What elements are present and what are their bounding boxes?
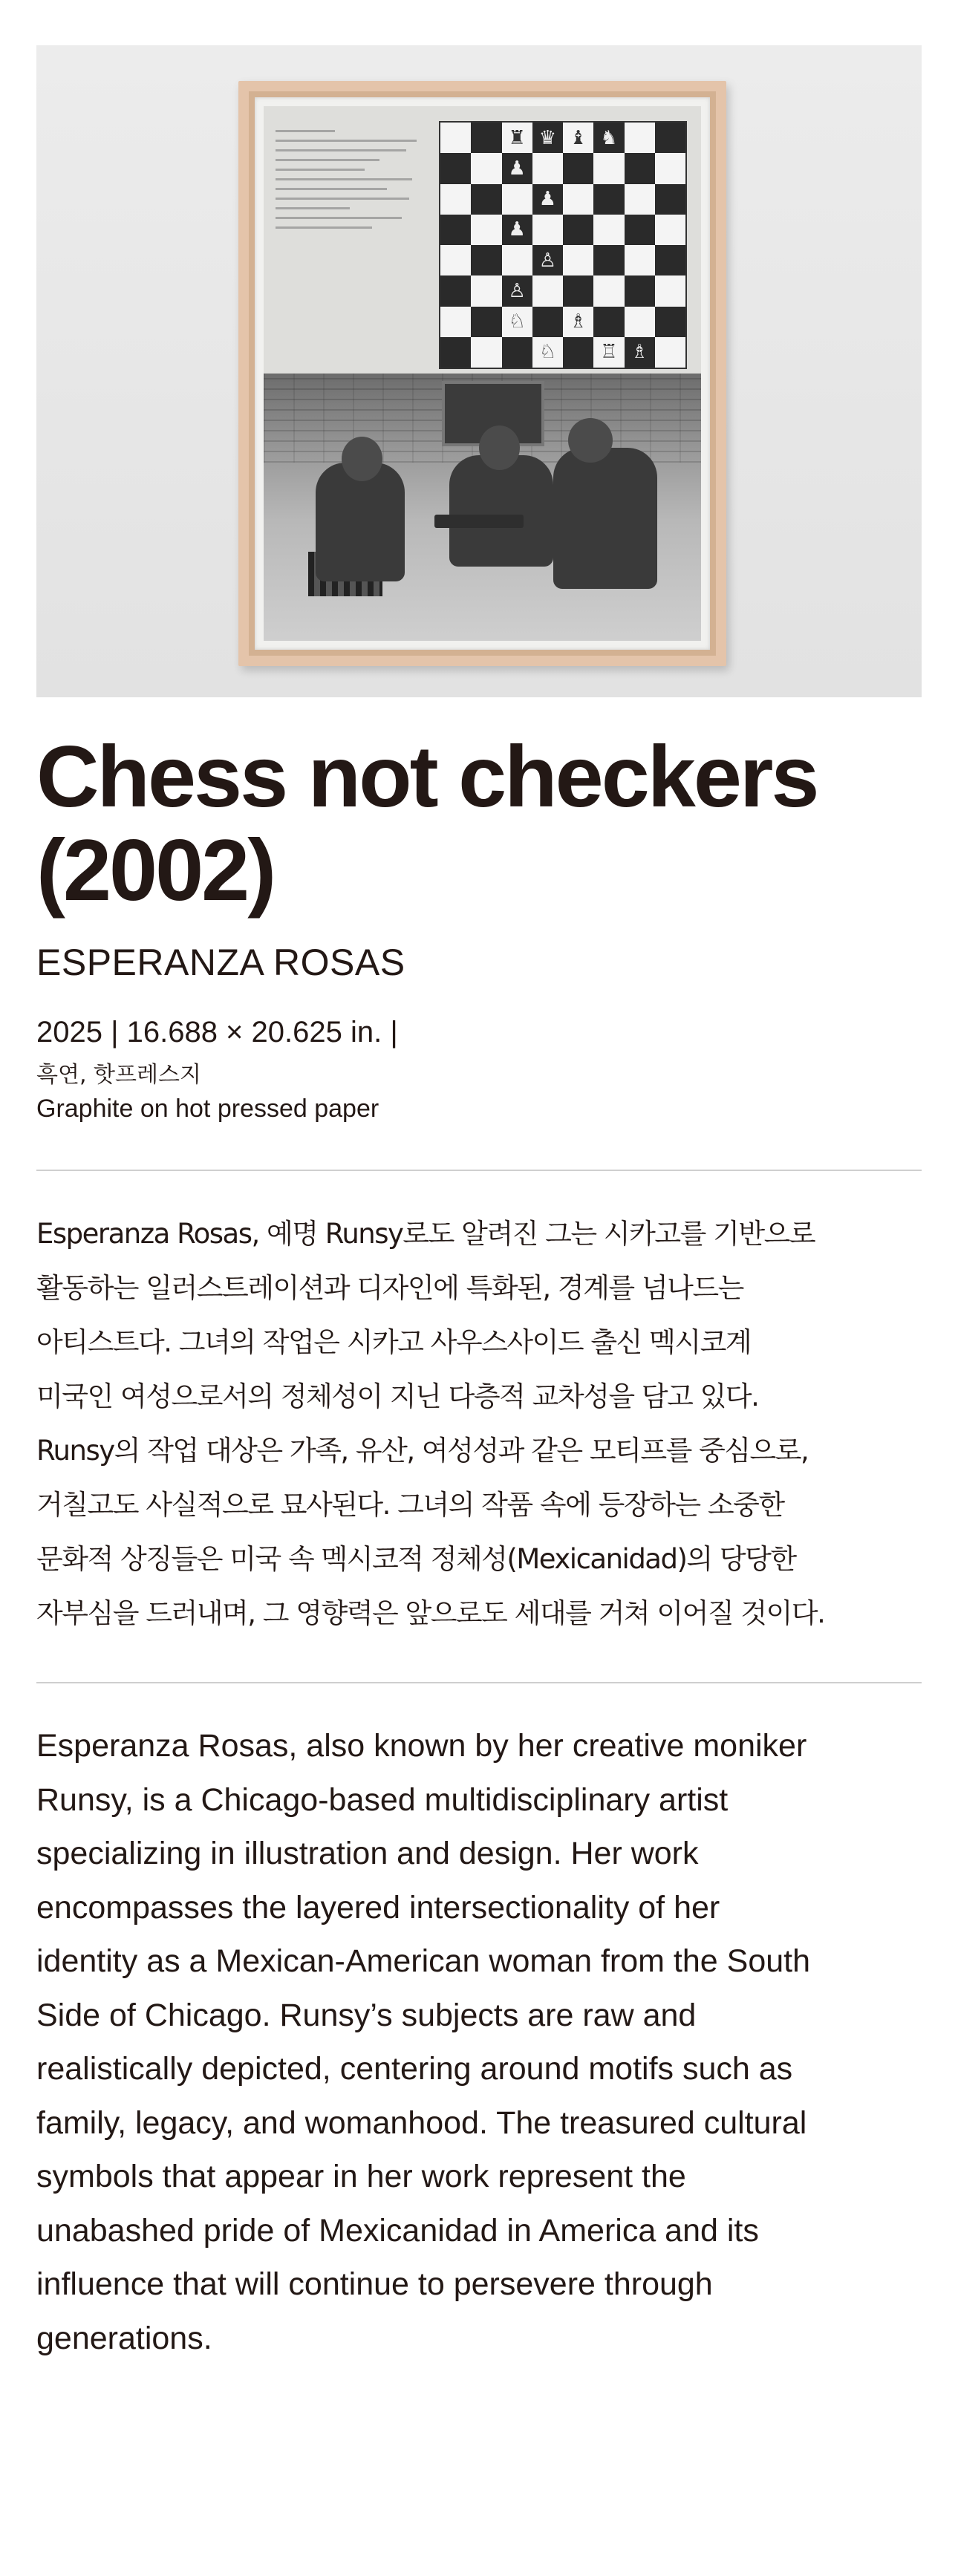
poem-text-block bbox=[276, 130, 424, 236]
chessboard-square bbox=[593, 153, 624, 183]
chessboard-square bbox=[593, 215, 624, 245]
artwork-specs: 2025 | 16.688 × 20.625 in. | bbox=[36, 1016, 398, 1049]
chessboard-square bbox=[440, 275, 471, 306]
chessboard-square bbox=[593, 184, 624, 215]
chessboard-square: ♙ bbox=[532, 245, 563, 275]
chessboard-square bbox=[625, 245, 655, 275]
chessboard-square bbox=[440, 337, 471, 368]
chessboard-square: ♝ bbox=[563, 123, 593, 153]
chessboard-square bbox=[625, 307, 655, 337]
chessboard-square: ♙ bbox=[502, 275, 532, 306]
chessboard-square: ♘ bbox=[502, 307, 532, 337]
chessboard-square: ♗ bbox=[625, 337, 655, 368]
chessboard-square bbox=[440, 215, 471, 245]
chessboard-square bbox=[655, 307, 685, 337]
chessboard-square bbox=[625, 184, 655, 215]
chessboard-square bbox=[655, 245, 685, 275]
chessboard-square bbox=[625, 123, 655, 153]
artwork-medium-en: Graphite on hot pressed paper bbox=[36, 1095, 379, 1123]
chessboard-square bbox=[625, 215, 655, 245]
chessboard-square bbox=[532, 153, 563, 183]
chessboard-square bbox=[593, 275, 624, 306]
artwork-image bbox=[36, 45, 922, 697]
chessboard-drawing bbox=[439, 121, 687, 369]
player-figure-center bbox=[449, 455, 553, 567]
drawing bbox=[264, 106, 701, 641]
artist-name: ESPERANZA ROSAS bbox=[36, 942, 405, 983]
chessboard-square bbox=[471, 215, 501, 245]
chessboard-square bbox=[440, 245, 471, 275]
chessboard-square bbox=[593, 245, 624, 275]
chessboard-square bbox=[532, 215, 563, 245]
chessboard-square bbox=[440, 307, 471, 337]
chessboard-square bbox=[440, 184, 471, 215]
chessboard-square bbox=[502, 184, 532, 215]
artwork-medium-ko: 흑연, 핫프레스지 bbox=[36, 1062, 201, 1088]
chessboard-square: ♜ bbox=[502, 123, 532, 153]
chessboard-square bbox=[563, 275, 593, 306]
chessboard-square bbox=[563, 153, 593, 183]
chessboard-square bbox=[563, 215, 593, 245]
chessboard-square: ♟ bbox=[502, 215, 532, 245]
chess-players-scene bbox=[264, 374, 701, 641]
chessboard-square: ♟ bbox=[502, 153, 532, 183]
chessboard-square bbox=[502, 337, 532, 368]
chessboard-square bbox=[655, 184, 685, 215]
chessboard-square: ♘ bbox=[532, 337, 563, 368]
chessboard-square bbox=[440, 123, 471, 153]
section-divider bbox=[36, 1682, 922, 1683]
chessboard-square: ♗ bbox=[563, 307, 593, 337]
chessboard-square bbox=[655, 337, 685, 368]
chessboard-square: ♟ bbox=[532, 184, 563, 215]
chessboard-square bbox=[655, 215, 685, 245]
chessboard-square: ♛ bbox=[532, 123, 563, 153]
chessboard-square bbox=[655, 123, 685, 153]
chessboard-square bbox=[563, 337, 593, 368]
chessboard-square bbox=[471, 307, 501, 337]
chessboard-square bbox=[563, 184, 593, 215]
chessboard-square bbox=[471, 275, 501, 306]
chessboard-square bbox=[471, 153, 501, 183]
chessboard-square bbox=[532, 307, 563, 337]
chessboard-square bbox=[655, 275, 685, 306]
chessboard-square bbox=[471, 337, 501, 368]
chessboard-square: ♞ bbox=[593, 123, 624, 153]
chessboard-square bbox=[440, 153, 471, 183]
artist-bio-english: Esperanza Rosas, also known by her creative moniker Runsy, is a Chicago-based multidisciplinary artist specializing in illustration and design. Her work encompasses the layered intersectionality of her identity as a Mexican-American woman from the South Side of Chicago. Runsy’s subjects are raw and realistically depicted, centering around motifs such as family, legacy, and womanhood. The treasured cultural symbols that appear in her work represent the unabashed pride of Mexicanidad in America and its influence that will continue to persevere through generations. bbox=[36, 1728, 811, 2356]
artwork-title: Chess not checkers (2002) bbox=[36, 728, 818, 919]
picture-frame bbox=[238, 81, 726, 666]
chessboard-square: ♖ bbox=[593, 337, 624, 368]
chessboard-square bbox=[471, 245, 501, 275]
chess-table bbox=[434, 515, 524, 528]
chessboard-square bbox=[563, 245, 593, 275]
chessboard-square bbox=[532, 275, 563, 306]
chessboard-square bbox=[471, 184, 501, 215]
chessboard-square bbox=[655, 153, 685, 183]
chessboard-square bbox=[502, 245, 532, 275]
chessboard-square bbox=[625, 275, 655, 306]
chessboard-square bbox=[593, 307, 624, 337]
player-figure-right bbox=[553, 448, 657, 589]
chessboard-square bbox=[471, 123, 501, 153]
section-divider bbox=[36, 1170, 922, 1171]
chessboard-square bbox=[625, 153, 655, 183]
artist-bio-korean: Esperanza Rosas, 예명 Runsy로도 알려진 그는 시카고를 기반으로 활동하는 일러스트레이션과 디자인에 특화된, 경계를 넘나드는 아티스트다. 그녀의 작업은 시카고 사우스사이드 출신 멕시코계 미국인 여성으로서의 정체성이 지닌 다층적 교차성을 담고 있다. Runsy의 작업 대상은 가족, 유산, 여성성과 같은 모티프를 중심으로, 거칠고도 사실적으로 묘사된다. 그녀의 작품 속에 등장하는 소중한 문화적 상징들은 미국 속 멕시코적 정체성(Mexicanidad)의 당당한 자부심을 드러내며, 그 영향력은 앞으로도 세대를 거쳐 이어질 것이다. bbox=[36, 1218, 825, 1629]
